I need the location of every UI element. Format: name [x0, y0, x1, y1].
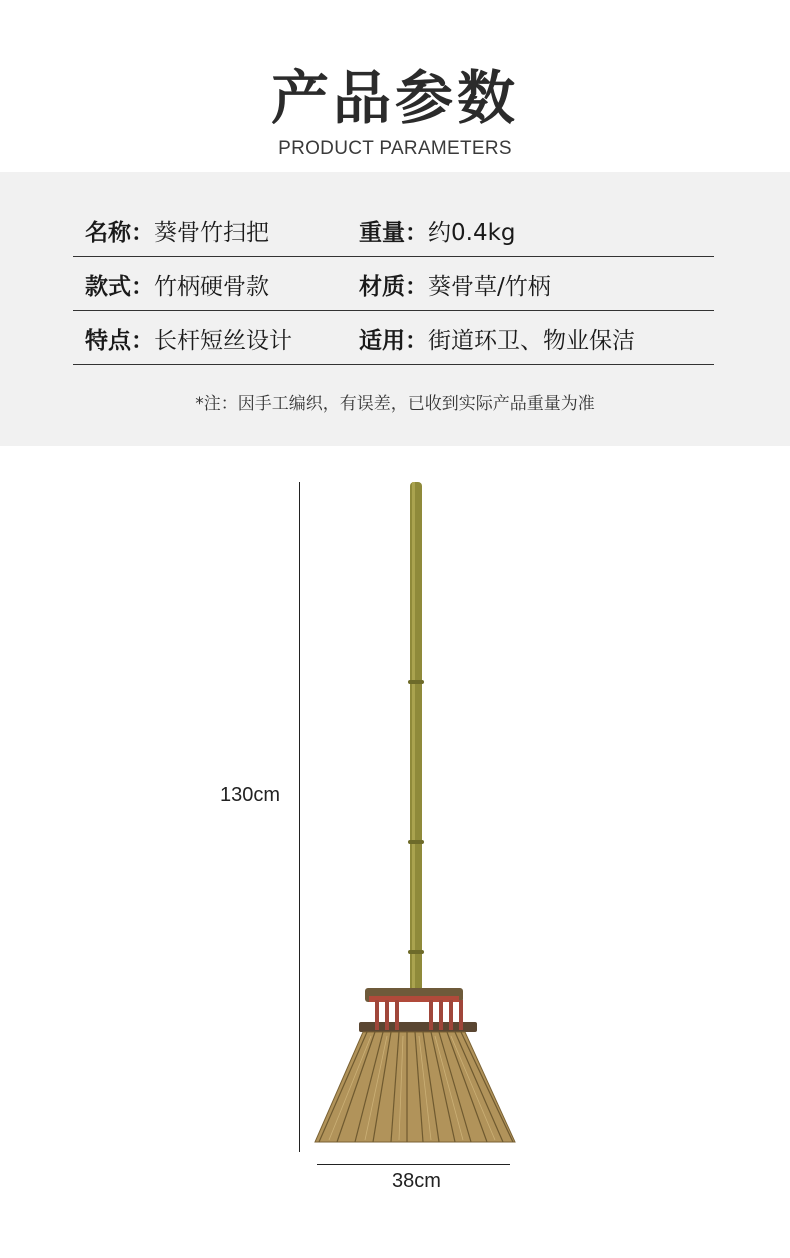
- param-feature: [85, 326, 292, 356]
- param-key: 重量：: [359, 220, 428, 246]
- param-value: 长杆短丝设计: [154, 328, 292, 354]
- broom-head-binding: [359, 988, 477, 1032]
- width-label: 38cm: [392, 1170, 441, 1192]
- bamboo-handle: [408, 482, 424, 1002]
- page-subtitle: PRODUCT PARAMETERS: [278, 138, 512, 159]
- param-key: 特点：: [85, 328, 154, 354]
- height-label: 130cm: [220, 784, 281, 806]
- param-row: [73, 202, 714, 257]
- width-dimension-line: [317, 1164, 510, 1165]
- param-note: *注：因手工编织，有误差，已收到实际产品重量为准: [195, 394, 595, 414]
- param-name: [85, 218, 269, 248]
- param-weight: [359, 218, 516, 248]
- header-section: [0, 0, 790, 172]
- params-panel: [0, 172, 790, 446]
- param-value: 竹柄硬骨款: [154, 274, 269, 300]
- straw-bristles: [315, 1032, 515, 1142]
- param-key: 材质：: [359, 274, 428, 300]
- param-value: 约0.4kg: [428, 220, 516, 246]
- param-key: 名称：: [85, 220, 154, 246]
- param-row: [73, 256, 714, 311]
- param-style: [85, 272, 269, 302]
- param-value: 葵骨竹扫把: [154, 220, 269, 246]
- broom-image: [305, 480, 525, 1156]
- product-image-section: [0, 446, 790, 1258]
- param-key: 适用：: [359, 328, 428, 354]
- param-value: 葵骨草/竹柄: [428, 274, 551, 300]
- param-material: [359, 272, 551, 302]
- page-title: 产品参数: [270, 64, 519, 132]
- param-key: 款式：: [85, 274, 154, 300]
- param-row: [73, 310, 714, 365]
- height-dimension-line: [299, 482, 300, 1152]
- param-value: 街道环卫、物业保洁: [428, 328, 635, 354]
- param-usage: [359, 326, 635, 356]
